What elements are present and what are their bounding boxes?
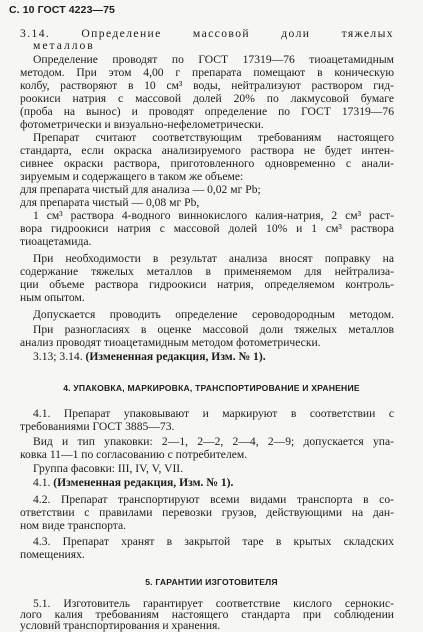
amendment-text: (Измененная редакция, Изм. № 1). bbox=[53, 476, 234, 489]
paragraph-line: Вид и тип упаковки: 2—1, 2—2, 2—4, 2—9; допускается упа- bbox=[33, 435, 394, 448]
section-3-14-title-cont: металлов bbox=[33, 39, 95, 52]
amendment-ref: 4.1. bbox=[33, 476, 51, 489]
paragraph-line: колбу, растворяют в 10 см³ воды, нейтрализуют раствором гид- bbox=[20, 79, 394, 92]
paragraph-line: При разногласиях в оценке массовой доли тяжелых металлов bbox=[33, 323, 394, 336]
paragraph-line: для препарата чистый для анализа — 0,02 мг Pb; bbox=[20, 183, 261, 196]
paragraph-line: содержание тяжелых металлов в применяемом для нейтрализа- bbox=[20, 265, 394, 278]
page-header: С. 10 ГОСТ 4223—75 bbox=[9, 4, 115, 16]
paragraph-line: для препарата чистый — 0,08 мг Pb, bbox=[20, 196, 200, 209]
amendment-text: (Измененная редакция, Изм. № 1). bbox=[85, 350, 266, 363]
section-4-heading: 4. УПАКОВКА, МАРКИРОВКА, ТРАНСПОРТИРОВАНИЕ И ХРАНЕНИЕ bbox=[63, 383, 360, 393]
paragraph-line: зируемым и содержащего в таком же объеме: bbox=[20, 170, 244, 183]
amendment-ref: 3.13; 3.14. bbox=[33, 350, 83, 363]
section-5-heading: 5. ГАРАНТИИ ИЗГОТОВИТЕЛЯ bbox=[145, 577, 278, 587]
paragraph-line: лого калия требованиям настоящего стандарта при соблюдении bbox=[20, 608, 394, 621]
paragraph-line: помещениях. bbox=[20, 548, 85, 561]
paragraph-line: 4.3. Препарат хранят в закрытой таре в крытых складских bbox=[33, 535, 394, 548]
amendment-note bbox=[0, 476, 423, 489]
paragraph-line: 1 см³ раствора 4-водного виннокислого калия-натрия, 2 см³ раст- bbox=[33, 209, 394, 222]
paragraph-line: ответствии с правилами перевозки грузов, действующими на дан- bbox=[20, 506, 394, 519]
paragraph-line: сивнее окраски раствора, приготовленного одновременно с анали- bbox=[20, 157, 394, 170]
paragraph-line: ковка 11—1 по согласованию с потребителем. bbox=[20, 448, 248, 461]
paragraph-line: тиоацетамида. bbox=[20, 235, 92, 248]
paragraph-line: условий транспортирования и хранения. bbox=[20, 619, 221, 632]
paragraph-line: ном виде транспорта. bbox=[20, 519, 127, 532]
paragraph-line: При необходимости в результат анализа вносят поправку на bbox=[33, 252, 394, 265]
paragraph-line: ным опытом. bbox=[20, 291, 85, 304]
paragraph-line: Допускается проводить определение сероводородным методом. bbox=[33, 308, 394, 321]
paragraph-line: стандарта, если окраска анализируемого раствора не будет интен- bbox=[20, 144, 394, 157]
section-3-14-title: 3.14. Определение массовой доли тяжелых bbox=[20, 27, 394, 40]
paragraph-line: Группа фасовки: III, IV, V, VII. bbox=[33, 462, 184, 475]
paragraph-line: ции объеме раствора гидроокиси натрия, определяемом контроль- bbox=[20, 278, 394, 291]
paragraph-line: роокиси натрия с массовой долей 20% по лакмусовой бумаге bbox=[20, 92, 394, 105]
paragraph-line: 4.1. Препарат упаковывают и маркируют в соответствии с bbox=[33, 407, 394, 420]
paragraph-line: Определение проводят по ГОСТ 17319—76 тиоацетамидным bbox=[33, 53, 394, 66]
paragraph-line: фотометрически и визуально-нефелометрически. bbox=[20, 118, 264, 131]
paragraph-line: (проба на вынос) и проводят определение по ГОСТ 17319—76 bbox=[20, 105, 394, 118]
paragraph-line: 4.2. Препарат транспортируют всеми видами транспорта в со- bbox=[33, 493, 394, 506]
paragraph-line: методом. При этом 4,00 г препарата помещают в коническую bbox=[20, 66, 394, 79]
paragraph-line: Препарат считают соответствующим требованиям настоящего bbox=[33, 131, 394, 144]
paragraph-line: анализ проводят тиоацетамидным методом фотометрически. bbox=[20, 336, 321, 349]
paragraph-line: требованиями ГОСТ 3885—73. bbox=[20, 420, 175, 433]
paragraph-line: вора гидроокиси натрия с массовой долей 10% и 1 см³ раствора bbox=[20, 222, 394, 235]
amendment-note bbox=[0, 350, 423, 363]
paragraph-line: 5.1. Изготовитель гарантирует соответствие кислого сернокис- bbox=[33, 597, 394, 610]
